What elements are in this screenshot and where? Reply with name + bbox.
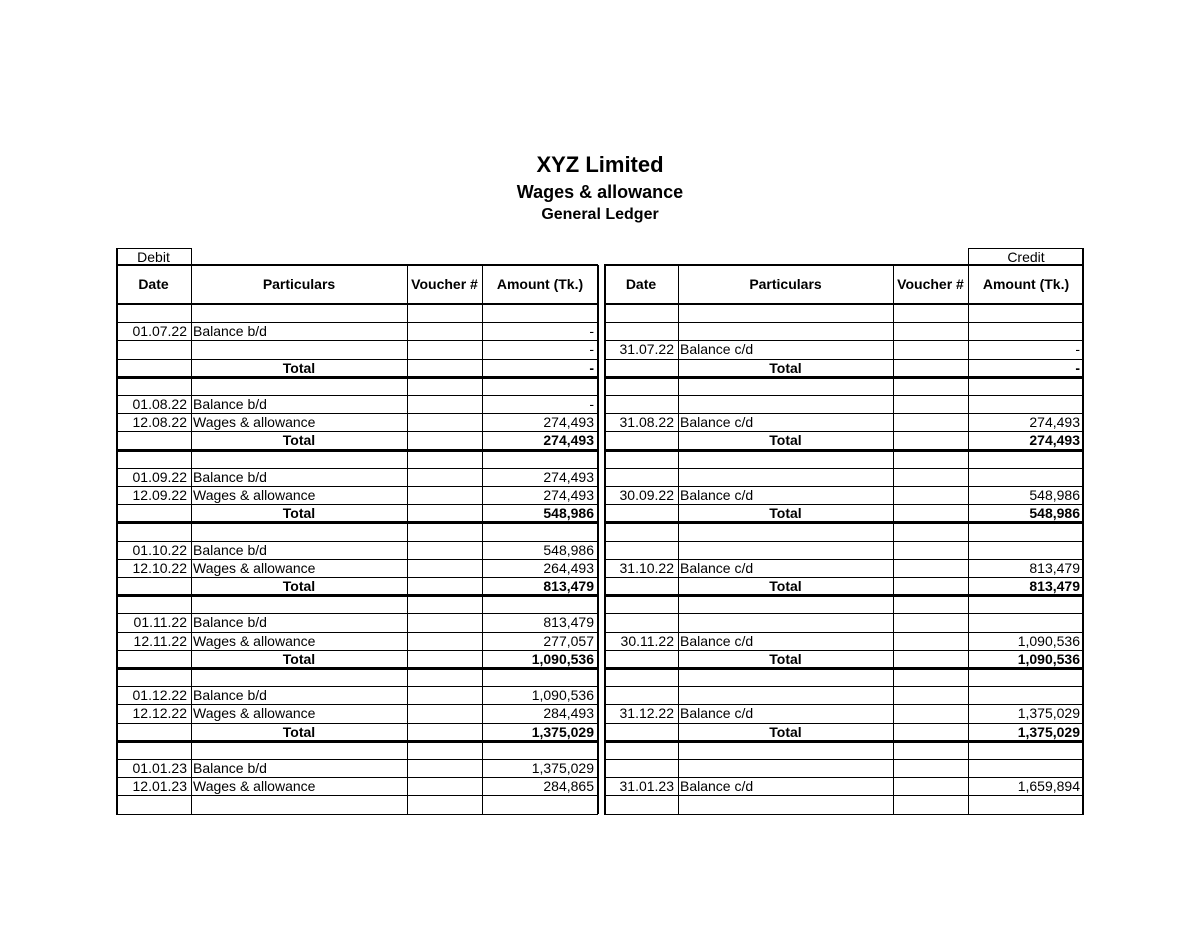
credit-total-label: Total [769,432,802,449]
debit-credit-label-row [116,248,1084,265]
ledger-title: General Ledger [541,206,659,223]
credit-particulars: Balance c/d [680,778,754,795]
header-top-line [116,264,598,266]
credit-date: 31.12.22 [619,705,674,722]
account-name: Wages & allowance [516,182,684,202]
credit-date [604,322,678,340]
debit-particulars: Balance b/d [193,396,267,413]
row-line [116,541,598,542]
total-row [116,577,1084,595]
debit-total-label: Total [282,650,316,667]
debit-total-amount: 548,986 [543,505,594,522]
row-line [604,650,1084,651]
blank-row [116,522,1084,540]
debit-amount: 274,493 [543,468,594,485]
debit-date: 12.01.23 [132,778,187,795]
row-line [604,632,1084,633]
credit-particulars: Balance c/d [680,559,754,576]
credit-amount [968,613,1084,631]
row-line [604,395,1084,396]
total-row [116,650,1084,668]
column-header-row [116,265,1084,304]
credit-particulars: Balance c/d [680,341,754,358]
row-line [604,667,1084,670]
row-line [604,541,1084,542]
ledger-row [116,632,1084,650]
debit-total-label: Total [282,578,316,595]
debit-amount: 548,986 [543,541,594,558]
debit-date: 01.08.22 [132,396,187,413]
row-line [116,740,598,743]
row-line [604,468,1084,469]
debit-total-label: Total [282,432,316,449]
credit-total-amount: - [1075,359,1080,376]
debit-date: 12.08.22 [132,414,187,431]
credit-label: Credit [1007,248,1045,265]
ledger-row [116,704,1084,722]
ledger-row [116,340,1084,358]
debit-amount: 284,865 [543,778,594,795]
row-line [116,723,598,724]
credit-amount: - [1075,341,1080,358]
total-row [116,504,1084,522]
table-right-border [1082,248,1084,814]
debit-total-amount: 274,493 [543,432,594,449]
credit-voucher-header: Voucher # [897,276,964,292]
blank-row [116,741,1084,759]
debit-particulars: Balance b/d [193,614,267,631]
credit-particulars-header: Particulars [749,276,822,292]
blank-row [116,377,1084,395]
credit-particulars [678,541,893,559]
row-line [604,340,1084,341]
credit-date [604,541,678,559]
credit-total-label: Total [769,650,802,667]
credit-amount: 1,659,894 [1017,778,1080,795]
header-bottom-line [604,303,1084,305]
debit-total-label: Total [282,723,316,740]
credit-particulars [678,613,893,631]
credit-total-amount: 813,479 [1029,578,1080,595]
debit-particulars-header: Particulars [262,276,336,292]
row-line [604,814,1084,815]
debit-total-amount: - [589,359,594,376]
col-line [968,248,969,814]
debit-amount: - [589,396,594,413]
credit-date [604,613,678,631]
ledger-row [116,468,1084,486]
row-line [604,686,1084,687]
page-header [0,150,1200,226]
row-line [116,777,598,778]
debit-date: 01.09.22 [132,468,187,485]
row-line [604,431,1084,432]
ledger-row [116,559,1084,577]
row-line [116,759,598,760]
credit-particulars: Balance c/d [680,632,754,649]
debit-total-label: Total [282,505,316,522]
debit-amount: - [589,341,594,358]
debit-date: 12.11.22 [133,632,187,649]
debit-date: 12.10.22 [132,559,187,576]
credit-total-label: Total [769,505,802,522]
col-line [893,265,894,814]
debit-amount: 274,493 [543,414,594,431]
debit-particulars: Wages & allowance [193,632,316,649]
credit-amount: 274,493 [1029,414,1080,431]
row-line [604,376,1084,379]
row-line [604,795,1084,796]
credit-amount: 548,986 [1029,487,1080,504]
ledger-row [116,541,1084,559]
credit-total-label: Total [769,359,802,376]
debit-total-amount: 813,479 [543,578,594,595]
credit-total-amount: 1,375,029 [1017,723,1080,740]
debit-amount: 284,493 [543,705,594,722]
debit-date [116,340,191,358]
row-line [604,759,1084,760]
total-row [116,359,1084,377]
row-line [116,795,598,796]
debit-total-amount: 1,375,029 [531,723,594,740]
debit-particulars: Balance b/d [193,760,267,777]
ledger-row [116,486,1084,504]
debit-particulars: Wages & allowance [193,414,316,431]
ledger-row [116,395,1084,413]
row-line [116,359,598,360]
row-line [604,322,1084,323]
row-line [116,413,598,414]
credit-amount-header: Amount (Tk.) [982,276,1070,292]
credit-particulars [678,395,893,413]
row-line [116,504,598,505]
credit-total-label: Total [769,723,802,740]
ledger-row [116,686,1084,704]
row-line [604,504,1084,505]
credit-date: 30.11.22 [620,632,674,649]
row-line [604,777,1084,778]
total-row [116,431,1084,449]
row-line [604,594,1084,597]
debit-date: 01.07.22 [132,323,187,340]
debit-particulars: Balance b/d [193,468,267,485]
blank-row [116,668,1084,686]
debit-particulars: Wages & allowance [193,559,316,576]
row-line [604,521,1084,524]
row-line [116,340,598,341]
credit-date [604,686,678,704]
ledger-row [116,413,1084,431]
row-line [604,613,1084,614]
row-line [604,449,1084,452]
credit-total-amount: 548,986 [1029,505,1080,522]
credit-total-amount: 274,493 [1029,432,1080,449]
credit-amount [968,395,1084,413]
row-line [116,686,598,687]
debit-amount: 277,057 [543,632,594,649]
debit-amount: 813,479 [543,614,594,631]
debit-label-border [116,248,191,249]
debit-amount: 1,375,029 [531,760,594,777]
debit-particulars: Wages & allowance [193,778,316,795]
row-line [604,359,1084,360]
row-line [116,468,598,469]
total-row [116,723,1084,741]
row-line [116,322,598,323]
col-line [407,265,408,814]
credit-particulars [678,468,893,486]
credit-total-amount: 1,090,536 [1017,650,1080,667]
credit-particulars: Balance c/d [680,487,754,504]
row-line [604,723,1084,724]
credit-date [604,759,678,777]
ledger-row [116,759,1084,777]
row-line [116,650,598,651]
row-line [116,594,598,597]
blank-row [116,304,1084,322]
credit-amount: 1,375,029 [1017,705,1080,722]
debit-particulars: Balance b/d [193,541,267,558]
row-line [116,376,598,379]
credit-date: 30.09.22 [619,487,674,504]
col-line [191,248,192,814]
table-left-border [116,248,118,814]
row-line [116,521,598,524]
credit-amount [968,468,1084,486]
debit-date: 01.10.22 [132,541,187,558]
credit-amount [968,686,1084,704]
credit-amount: 813,479 [1029,559,1080,576]
company-name: XYZ Limited [536,152,664,177]
debit-amount: 274,493 [543,487,594,504]
row-line [116,613,598,614]
blank-row [116,595,1084,613]
credit-particulars [678,686,893,704]
col-line [678,265,679,814]
credit-amount [968,759,1084,777]
credit-date: 31.08.22 [619,414,674,431]
row-line [116,632,598,633]
credit-particulars [678,759,893,777]
row-line [604,486,1084,487]
debit-date: 12.09.22 [132,487,187,504]
credit-date: 31.10.22 [619,559,674,576]
ledger-row [116,322,1084,340]
credit-particulars [678,322,893,340]
debit-particulars: Wages & allowance [193,487,316,504]
row-line [116,395,598,396]
credit-left-border [604,265,606,814]
col-line [482,265,483,814]
ledger-row [116,777,1084,795]
credit-amount: 1,090,536 [1017,632,1080,649]
row-line [604,559,1084,560]
row-line [604,704,1084,705]
row-line [604,413,1084,414]
debit-right-border [597,265,599,814]
debit-amount: 264,493 [543,559,594,576]
debit-particulars [191,340,407,358]
debit-amount: 1,090,536 [531,687,594,704]
debit-particulars: Balance b/d [193,323,267,340]
credit-date: 31.01.23 [619,778,674,795]
row-line [116,449,598,452]
debit-voucher-header: Voucher # [411,276,478,292]
header-bottom-line [116,303,598,305]
row-line [116,431,598,432]
credit-particulars: Balance c/d [680,705,754,722]
debit-particulars: Wages & allowance [193,705,316,722]
debit-date: 01.11.22 [133,614,187,631]
blank-row [116,450,1084,468]
blank-row [116,795,1084,813]
credit-amount [968,322,1084,340]
row-line [116,577,598,578]
row-line [116,559,598,560]
credit-date [604,468,678,486]
row-line [116,704,598,705]
debit-date: 01.01.23 [132,760,187,777]
debit-date: 01.12.22 [132,687,187,704]
ledger-row [116,613,1084,631]
debit-particulars: Balance b/d [193,687,267,704]
debit-total-amount: 1,090,536 [531,650,594,667]
debit-label: Debit [137,248,170,265]
debit-date-header: Date [138,276,169,292]
row-line [116,667,598,670]
debit-amount-header: Amount (Tk.) [496,276,584,292]
debit-total-label: Total [282,359,316,376]
debit-amount: - [589,323,594,340]
row-line [604,577,1084,578]
credit-date: 31.07.22 [619,341,674,358]
credit-particulars: Balance c/d [680,414,754,431]
credit-date-header: Date [625,276,657,292]
row-line [116,814,598,815]
debit-date: 12.12.22 [132,705,187,722]
credit-date [604,395,678,413]
row-line [116,486,598,487]
credit-total-label: Total [769,578,802,595]
row-line [604,740,1084,743]
ledger-table [116,248,1084,815]
credit-label-border [968,248,1084,249]
header-top-line [604,264,1084,266]
credit-amount [968,541,1084,559]
